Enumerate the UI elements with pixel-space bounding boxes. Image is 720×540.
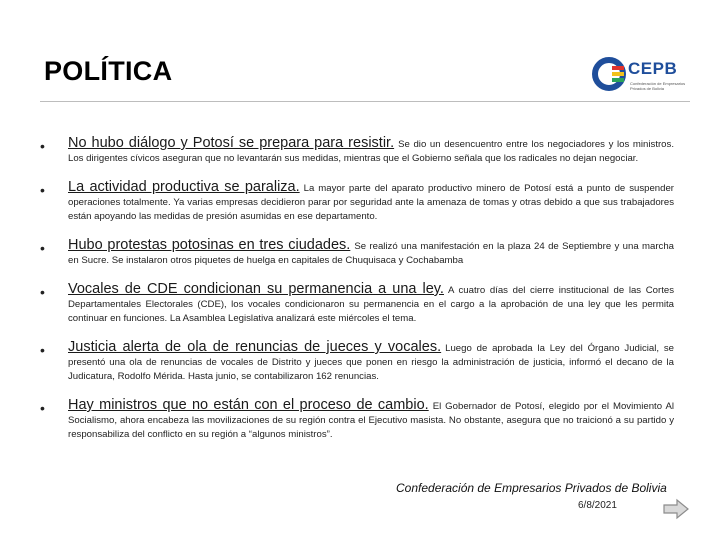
news-headline: La actividad productiva se paraliza.	[68, 179, 300, 195]
logo-subtitle: Confederación de Empresarios Privados de Bolivia	[630, 81, 686, 91]
bullet-icon: •	[40, 400, 45, 416]
arrow-right-icon	[662, 498, 690, 520]
news-headline: Hay ministros que no están con el proceso de cambio.	[68, 397, 429, 413]
news-body: A cuatro días del cierre institucional de las Cortes Departamentales Electorales (CDE), los vocales condicionaron su permanencia en el cargo a la aprobación de una ley que les permita continuar en funciones. La Asamblea Legislativa analizará este miércoles el tema.	[68, 285, 674, 324]
news-body: El Gobernador de Potosí, elegido por el Movimiento Al Socialismo, ahora encabeza las movilizaciones de su región contra el Ejecutivo masista. No obstante, asegura que no traicionó a su partido y responsabiliza del conflicto en su región a “algunos ministros”.	[68, 401, 674, 440]
news-body: Luego de aprobada la Ley del Órgano Judicial, se presentó una ola de renuncias de vocales de Distrito y jueces que ponen en riesgo la administración de justicia, informó el decano de la Judicatura, Rodolfo Mérida. Hasta junio, se contabilizaron 162 renuncias.	[68, 343, 675, 382]
footer-organization: Confederación de Empresarios Privados de Bolivia	[396, 481, 667, 495]
news-list	[40, 136, 674, 456]
news-item	[40, 282, 674, 326]
news-body: Se dio un desencuentro entre los negociadores y los ministros. Los dirigentes cívicos aseguran que no levantarán sus medidas, mientras que el Gobierno señala que los radicales no dejan negociar.	[68, 139, 674, 164]
news-body: Se realizó una manifestación en la plaza 24 de Septiembre y una marcha en Sucre. Se instalaron otros piquetes de huelga en capitales de Chuquisaca y Cochabamba	[68, 241, 674, 266]
cepb-emblem-icon	[592, 57, 626, 91]
news-item	[40, 238, 674, 268]
news-item	[40, 136, 674, 166]
cepb-logo	[592, 52, 692, 96]
logo-wordmark: CEPB	[628, 59, 678, 78]
news-body: La mayor parte del aparato productivo minero de Potosí está a punto de suspender operaciones totalmente. Ya varias empresas decidieron parar por seguridad ante la amenaza de tomas y otras debido a que sus trabajadores están apoyando las medidas de presión asumidas en ese departamento.	[68, 183, 674, 222]
footer-date: 6/8/2021	[578, 500, 617, 511]
next-slide-button[interactable]	[662, 498, 690, 520]
news-headline: Vocales de CDE condicionan su permanencia a una ley.	[68, 281, 444, 297]
title-divider	[40, 101, 690, 102]
bullet-icon: •	[40, 342, 45, 358]
bullet-icon: •	[40, 240, 45, 256]
news-headline: Hubo protestas potosinas en tres ciudades.	[68, 237, 351, 253]
news-item	[40, 340, 674, 384]
news-item	[40, 180, 674, 224]
bullet-icon: •	[40, 284, 45, 300]
slide-title: POLÍTICA	[44, 56, 173, 86]
news-headline: No hubo diálogo y Potosí se prepara para resistir.	[68, 135, 395, 151]
bullet-icon: •	[40, 182, 45, 198]
news-headline: Justicia alerta de ola de renuncias de jueces y vocales.	[68, 339, 442, 355]
news-item	[40, 398, 674, 442]
bullet-icon: •	[40, 138, 45, 154]
